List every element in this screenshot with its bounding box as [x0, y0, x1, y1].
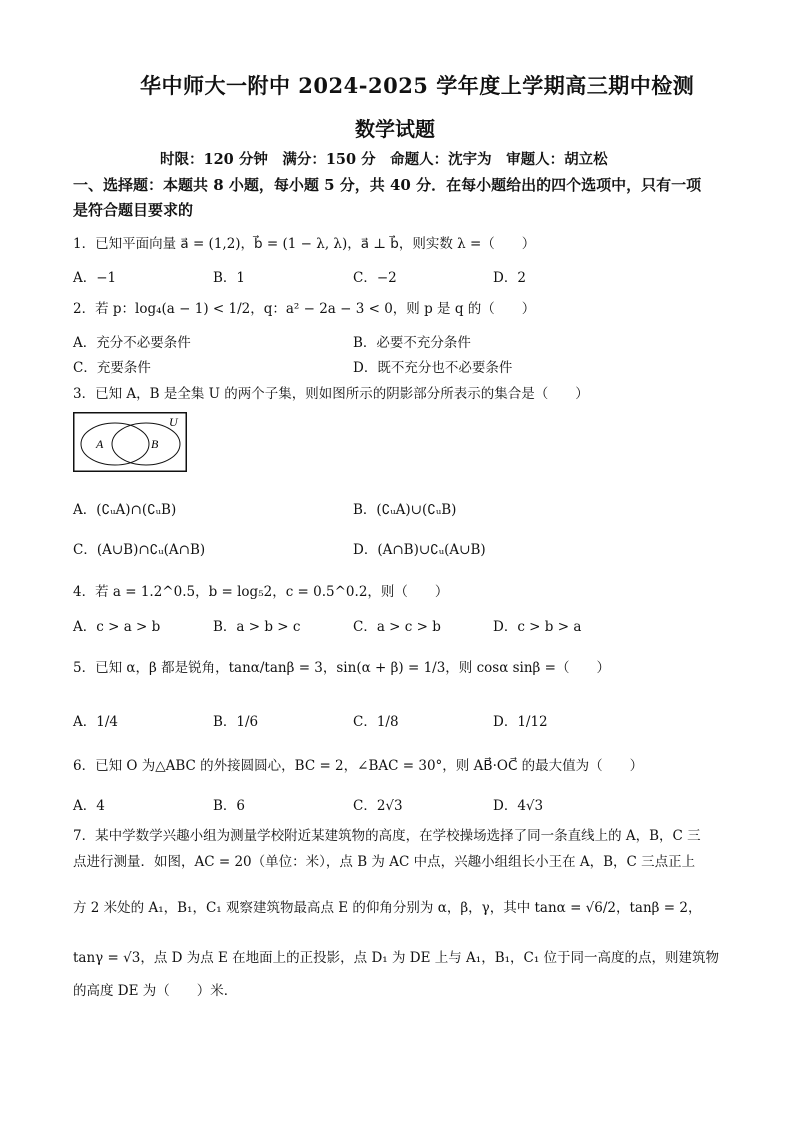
- question-2-option-c[interactable]: C．充要条件: [73, 360, 151, 376]
- question-6-option-d[interactable]: D．4√3: [493, 798, 544, 814]
- question-7-line-4: tanγ = √3，点 D 为点 E 在地面上的正投影，点 D₁ 为 DE 上与 A₁，B₁，C₁ 位于同一高度的点，则建筑物: [73, 950, 720, 966]
- venn-label-b: B: [151, 437, 159, 451]
- question-3-option-a[interactable]: A．(∁ᵤA)∩(∁ᵤB): [73, 502, 177, 518]
- question-5-option-a[interactable]: A．1/4: [73, 714, 118, 730]
- question-4-option-a[interactable]: A．c > a > b: [73, 619, 161, 635]
- question-7-line-2: 点进行测量．如图，AC = 20（单位：米），点 B 为 AC 中点，兴趣小组组长小王在 A，B，C 三点正上: [73, 854, 696, 870]
- venn-label-a: A: [96, 437, 104, 451]
- question-6-stem: 6．已知 O 为△ABC 的外接圆圆心，BC = 2，∠BAC = 30°，则 AB⃗·OC⃗ 的最大值为（ ）: [73, 758, 644, 774]
- question-2-option-b[interactable]: B．必要不充分条件: [353, 335, 471, 351]
- question-3-option-d[interactable]: D．(A∩B)∪∁ᵤ(A∪B): [353, 542, 486, 558]
- venn-label-u: U: [169, 415, 178, 429]
- section-heading-line2: 是符合题目要求的: [73, 201, 194, 219]
- question-5-option-b[interactable]: B．1/6: [213, 714, 259, 730]
- question-2-option-d[interactable]: D．既不充分也不必要条件: [353, 360, 513, 376]
- question-3-option-b[interactable]: B．(∁ᵤA)∪(∁ᵤB): [353, 502, 457, 518]
- question-5-option-c[interactable]: C．1/8: [353, 714, 399, 730]
- exam-subject: 数学试题: [355, 117, 435, 141]
- question-3-option-c[interactable]: C．(A∪B)∩∁ᵤ(A∩B): [73, 542, 206, 558]
- question-7-line-3: 方 2 米处的 A₁，B₁，C₁ 观察建筑物最高点 E 的仰角分别为 α，β，γ，其中 tanα = √6/2，tanβ = 2，: [73, 900, 702, 916]
- question-5-stem: 5．已知 α，β 都是锐角，tanα/tanβ = 3，sin(α + β) = 1/3，则 cosα sinβ =（ ）: [73, 660, 610, 676]
- question-4-option-b[interactable]: B．a > b > c: [213, 619, 301, 635]
- exam-title: 华中师大一附中 2024-2025 学年度上学期高三期中检测: [140, 73, 695, 98]
- question-6-option-c[interactable]: C．2√3: [353, 798, 403, 814]
- question-1-option-b[interactable]: B．1: [213, 270, 246, 286]
- question-6-option-b[interactable]: B．6: [213, 798, 246, 814]
- question-1-stem: 1．已知平面向量 a⃗ = (1,2)，b⃗ = (1 − λ, λ)，a⃗ ⊥ b⃗，则实数 λ =（ ）: [73, 236, 536, 252]
- question-2-stem: 2．若 p：log₄(a − 1) < 1/2，q：a² − 2a − 3 < 0，则 p 是 q 的（ ）: [73, 301, 536, 317]
- question-1-option-c[interactable]: C．−2: [353, 270, 397, 286]
- question-2-option-a[interactable]: A．充分不必要条件: [73, 335, 191, 351]
- question-5-option-d[interactable]: D．1/12: [493, 714, 548, 730]
- section-heading-line1: 一、选择题：本题共 8 小题，每小题 5 分，共 40 分．在每小题给出的四个选项中，只有一项: [73, 176, 702, 194]
- venn-diagram: [73, 412, 187, 472]
- exam-meta: 时限：120 分钟 满分：150 分 命题人：沈宇为 审题人：胡立松: [160, 151, 608, 168]
- question-7-line-1: 7．某中学数学兴趣小组为测量学校附近某建筑物的高度，在学校操场选择了同一条直线上的 A，B，C 三: [73, 828, 701, 844]
- question-6-option-a[interactable]: A．4: [73, 798, 105, 814]
- question-4-option-d[interactable]: D．c > b > a: [493, 619, 582, 635]
- question-1-option-a[interactable]: A．−1: [73, 270, 117, 286]
- question-4-stem: 4．若 a = 1.2^0.5，b = log₅2，c = 0.5^0.2，则（ ）: [73, 584, 449, 600]
- question-3-stem: 3．已知 A，B 是全集 U 的两个子集，则如图所示的阴影部分所表示的集合是（ ）: [73, 386, 589, 402]
- question-1-option-d[interactable]: D．2: [493, 270, 526, 286]
- question-4-option-c[interactable]: C．a > c > b: [353, 619, 441, 635]
- question-7-line-5: 的高度 DE 为（ ）米．: [73, 983, 238, 999]
